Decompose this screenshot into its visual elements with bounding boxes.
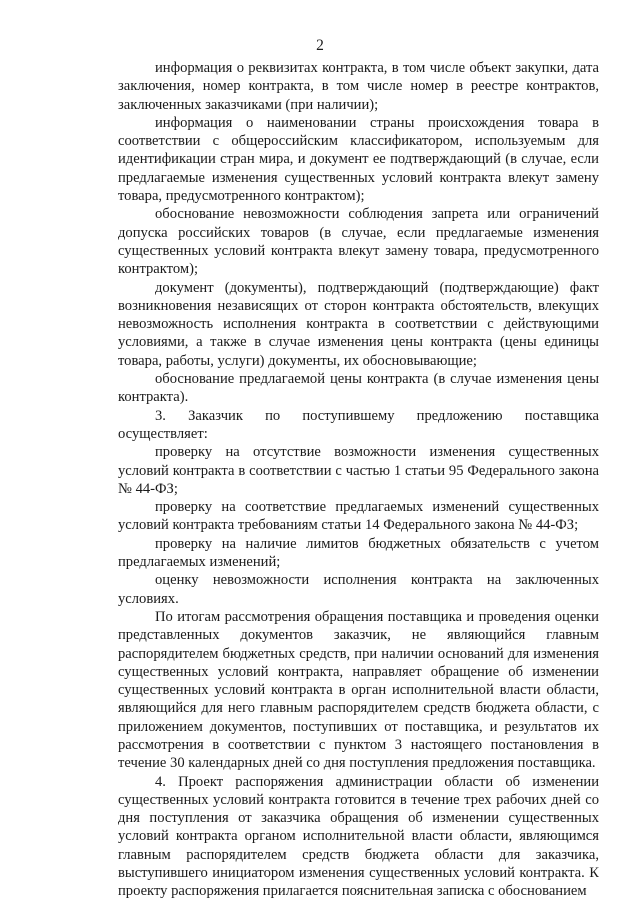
paragraph-check-limits: проверку на наличие лимитов бюджетных обязательств с учетом предлагаемых изменений; xyxy=(118,535,599,571)
paragraph-contract-details: информация о реквизитах контракта, в том числе объект закупки, дата заключения, номер контракта, в том числе номер в реестре контрактов, заключенных заказчиками (при наличии); xyxy=(118,60,599,113)
paragraph-circumstances-documents: документ (документы), подтверждающий (подтверждающие) факт возникновения независящих от сторон контракта обстоятельств, влекущих невозможность исполнения контракта в соответствии с действующими условиями, а также в случае изменения цены контракта (цены единицы товара, работы, услуги) документы, их обосновывающие; xyxy=(118,279,599,369)
paragraph-check-article-14: проверку на соответствие предлагаемых изменений существенных условий контракта требованиям статьи 14 Федерального закона № 44-ФЗ; xyxy=(118,499,599,534)
paragraph-price-justification: обоснование предлагаемой цены контракта (в случае изменения цены контракта). xyxy=(118,371,599,406)
paragraph-impossibility-assessment: оценку невозможности исполнения контракта на заключенных условиях. xyxy=(118,572,599,607)
paragraph-item-4: 4. Проект распоряжения администрации области об изменении существенных условий контракта готовится в течение трех рабочих дней со дня поступления от заказчика обращения об изменении существенных условий контракта органом исполнительной власти области, являющимся главным распорядителем средств бюджета области для заказчика, выступившего инициатором изменения существенных условий контракта. К проекту распоряжения прилагается пояснительная записка с обоснованием xyxy=(118,773,599,900)
paragraph-restriction-justification: обоснование невозможности соблюдения запрета или ограничений допуска российских товаров (в случае, если предлагаемые изменения существенных условий контракта влекут замену товара, предусмотренного контрактом); xyxy=(118,206,599,278)
page-number: 2 xyxy=(316,37,324,54)
paragraph-review-results: По итогам рассмотрения обращения поставщика и проведения оценки представленных документов заказчик, не являющийся главным распорядителем бюджетных средств, при наличии оснований для изменения существенных условий контракта, направляет обращение об изменении существенных условий контракта в орган исполнительной власти области, являющийся для него главным распорядителем средств бюджета области, с приложением документов, поступивших от поставщика, и результатов их рассмотрения в соответствии с пунктом 3 настоящего постановления в течение 30 календарных дней со дня поступления предложения поставщика. xyxy=(118,608,599,772)
paragraph-item-3: 3. Заказчик по поступившему предложению поставщика осуществляет: xyxy=(118,407,599,442)
paragraph-country-of-origin: информация о наименовании страны происхождения товара в соответствии с общероссийским классификатором, используемым для идентификации стран мира, и документ ее подтверждающий (в случае, если предлагаемые изменения существенных условий контракта влекут замену товара, предусмотренного контрактом); xyxy=(118,114,599,205)
body-text xyxy=(118,59,599,901)
paragraph-check-part-1: проверку на отсутствие возможности изменения существенных условий контракта в соответствии с частью 1 статьи 95 Федерального закона № 44-ФЗ; xyxy=(118,444,599,497)
